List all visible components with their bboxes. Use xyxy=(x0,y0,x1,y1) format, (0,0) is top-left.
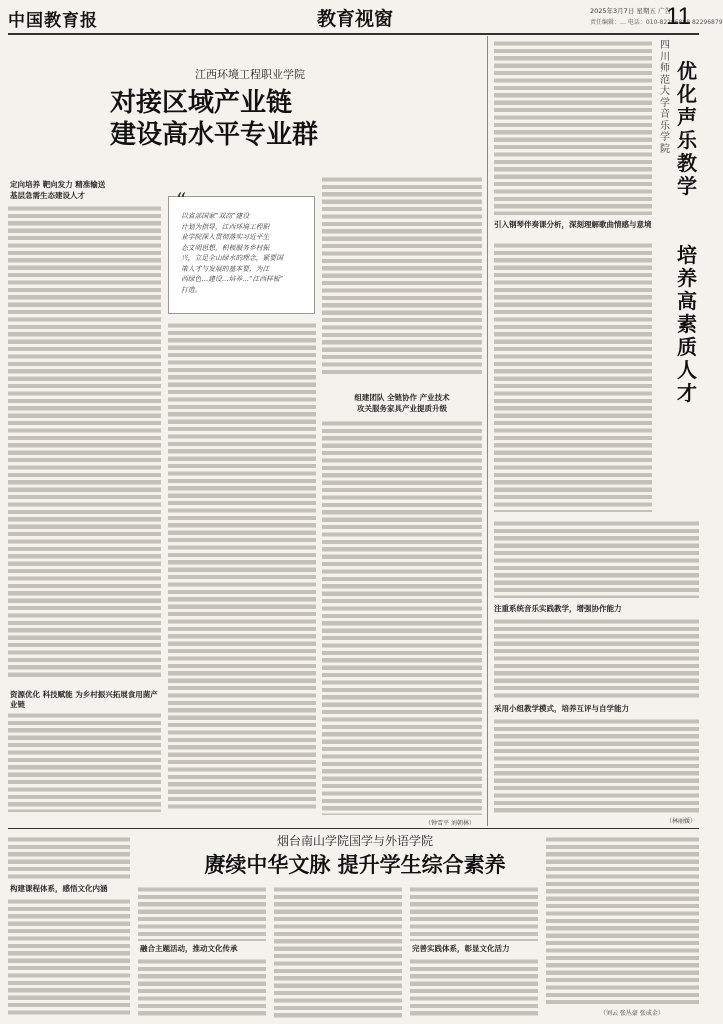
article1-column2-text xyxy=(168,322,316,812)
article3-column1-text xyxy=(8,898,130,1018)
issue-date: 2025年3月7日 星期五 广告 xyxy=(590,7,671,15)
quote-mark-icon: “ xyxy=(176,188,187,212)
editor-line: 责任编辑：… 电话：010-82296888 82296879 xyxy=(590,19,723,26)
pull-quote-line: 策人才与发展的基本要，为江 xyxy=(181,264,270,273)
article3-column2-top-text xyxy=(138,886,266,941)
page-number: 11 xyxy=(666,3,691,30)
article1-kicker: 江西环境工程职业学院 xyxy=(195,68,305,81)
article3-subhead3: 完善实践体系，彰显文化活力 xyxy=(412,944,510,953)
article2-section2-text xyxy=(494,618,699,698)
article3-lead-text xyxy=(8,836,130,880)
article3-column3-text xyxy=(274,886,402,1018)
article1-column3-top-text xyxy=(322,176,482,376)
pull-quote-box xyxy=(168,188,315,314)
article2-intro-text xyxy=(494,40,652,215)
article1-byline: （钟雪平 刘朝林） xyxy=(425,820,475,827)
article1-column3-text xyxy=(322,420,482,815)
article1-headline-line1: 对接区域产业链 xyxy=(110,88,293,118)
article3-byline: （刘云 张丛豪 张成金） xyxy=(600,1010,664,1017)
article2-school-vertical: 四 川 师 范 大 学 音 乐 学 院 xyxy=(660,40,670,155)
pull-quote-line: 业学院深入贯彻落实习近平生 xyxy=(181,233,270,241)
article3-column5-text xyxy=(546,836,699,1004)
article2-byline: （林丽媛） xyxy=(666,818,697,825)
pull-quote-line: 打造。 xyxy=(181,285,202,294)
article3-headline: 赓续中华文脉 提升学生综合素养 xyxy=(204,853,506,877)
pull-quote-line: 态文明思想，积极服务乡村振 xyxy=(181,243,270,252)
article2-subhead3: 采用小组教学模式，培养互评与自学能力 xyxy=(494,704,629,713)
article1-headline-line2: 建设高水平专业群 xyxy=(110,120,319,150)
pull-quote-line: 西绿色…建设…培养…“江西样板” xyxy=(181,275,284,283)
article3-column4-text xyxy=(410,958,538,1018)
article2-subhead2: 注重系统音乐实践教学，增强协作能力 xyxy=(494,604,622,613)
article2-subhead1: 引入钢琴伴奏课分析，深刻理解歌曲情感与意境 xyxy=(494,220,652,229)
masthead-rule xyxy=(8,33,699,35)
article2-section1-cont-text xyxy=(494,520,699,598)
pull-quote-line: 兴，立足全山绿水的理念，紧要国 xyxy=(181,254,283,262)
article2-section1-text xyxy=(494,242,652,512)
pull-quote-line: 以省部国家“双高”建设 xyxy=(181,212,250,220)
article2-section3-text xyxy=(494,718,699,814)
article3-column4-top-text xyxy=(410,886,538,941)
article1-subhead1-line2: 基层急需生态建设人才 xyxy=(10,191,85,200)
article2-headline-vertical: 优 化 声 乐 教 学 培 养 高 素 质 人 才 xyxy=(677,59,697,405)
pull-quote-line: 计划为指导，江西环境工程职 xyxy=(181,222,270,231)
section-rule xyxy=(8,828,699,829)
article1-subhead3-line1: 组建团队 全链协作 产业技术 xyxy=(354,393,450,402)
newspaper-masthead: 中国教育报 xyxy=(8,11,98,31)
article3-kicker: 烟台南山学院国学与外语学院 xyxy=(276,834,433,848)
article3-subhead1: 构建课程体系，感悟文化内涵 xyxy=(10,884,108,893)
article1-subhead2: 资源优化 科技赋能 为乡村振兴拓展食用菌产业链 xyxy=(10,690,158,709)
article1-column1-text xyxy=(8,205,161,680)
article1-subhead1-line1: 定向培养 靶向发力 精准输送 xyxy=(10,180,106,189)
article3-subhead2: 融合主题活动，推动文化传承 xyxy=(140,944,238,953)
column-divider xyxy=(487,36,488,826)
article3-column2-text xyxy=(138,958,266,1018)
article1-column1-bottom-text xyxy=(8,712,161,812)
article1-subhead3-line2: 攻关服务家具产业提质升级 xyxy=(357,404,447,413)
section-title: 教育视窗 xyxy=(316,8,393,30)
